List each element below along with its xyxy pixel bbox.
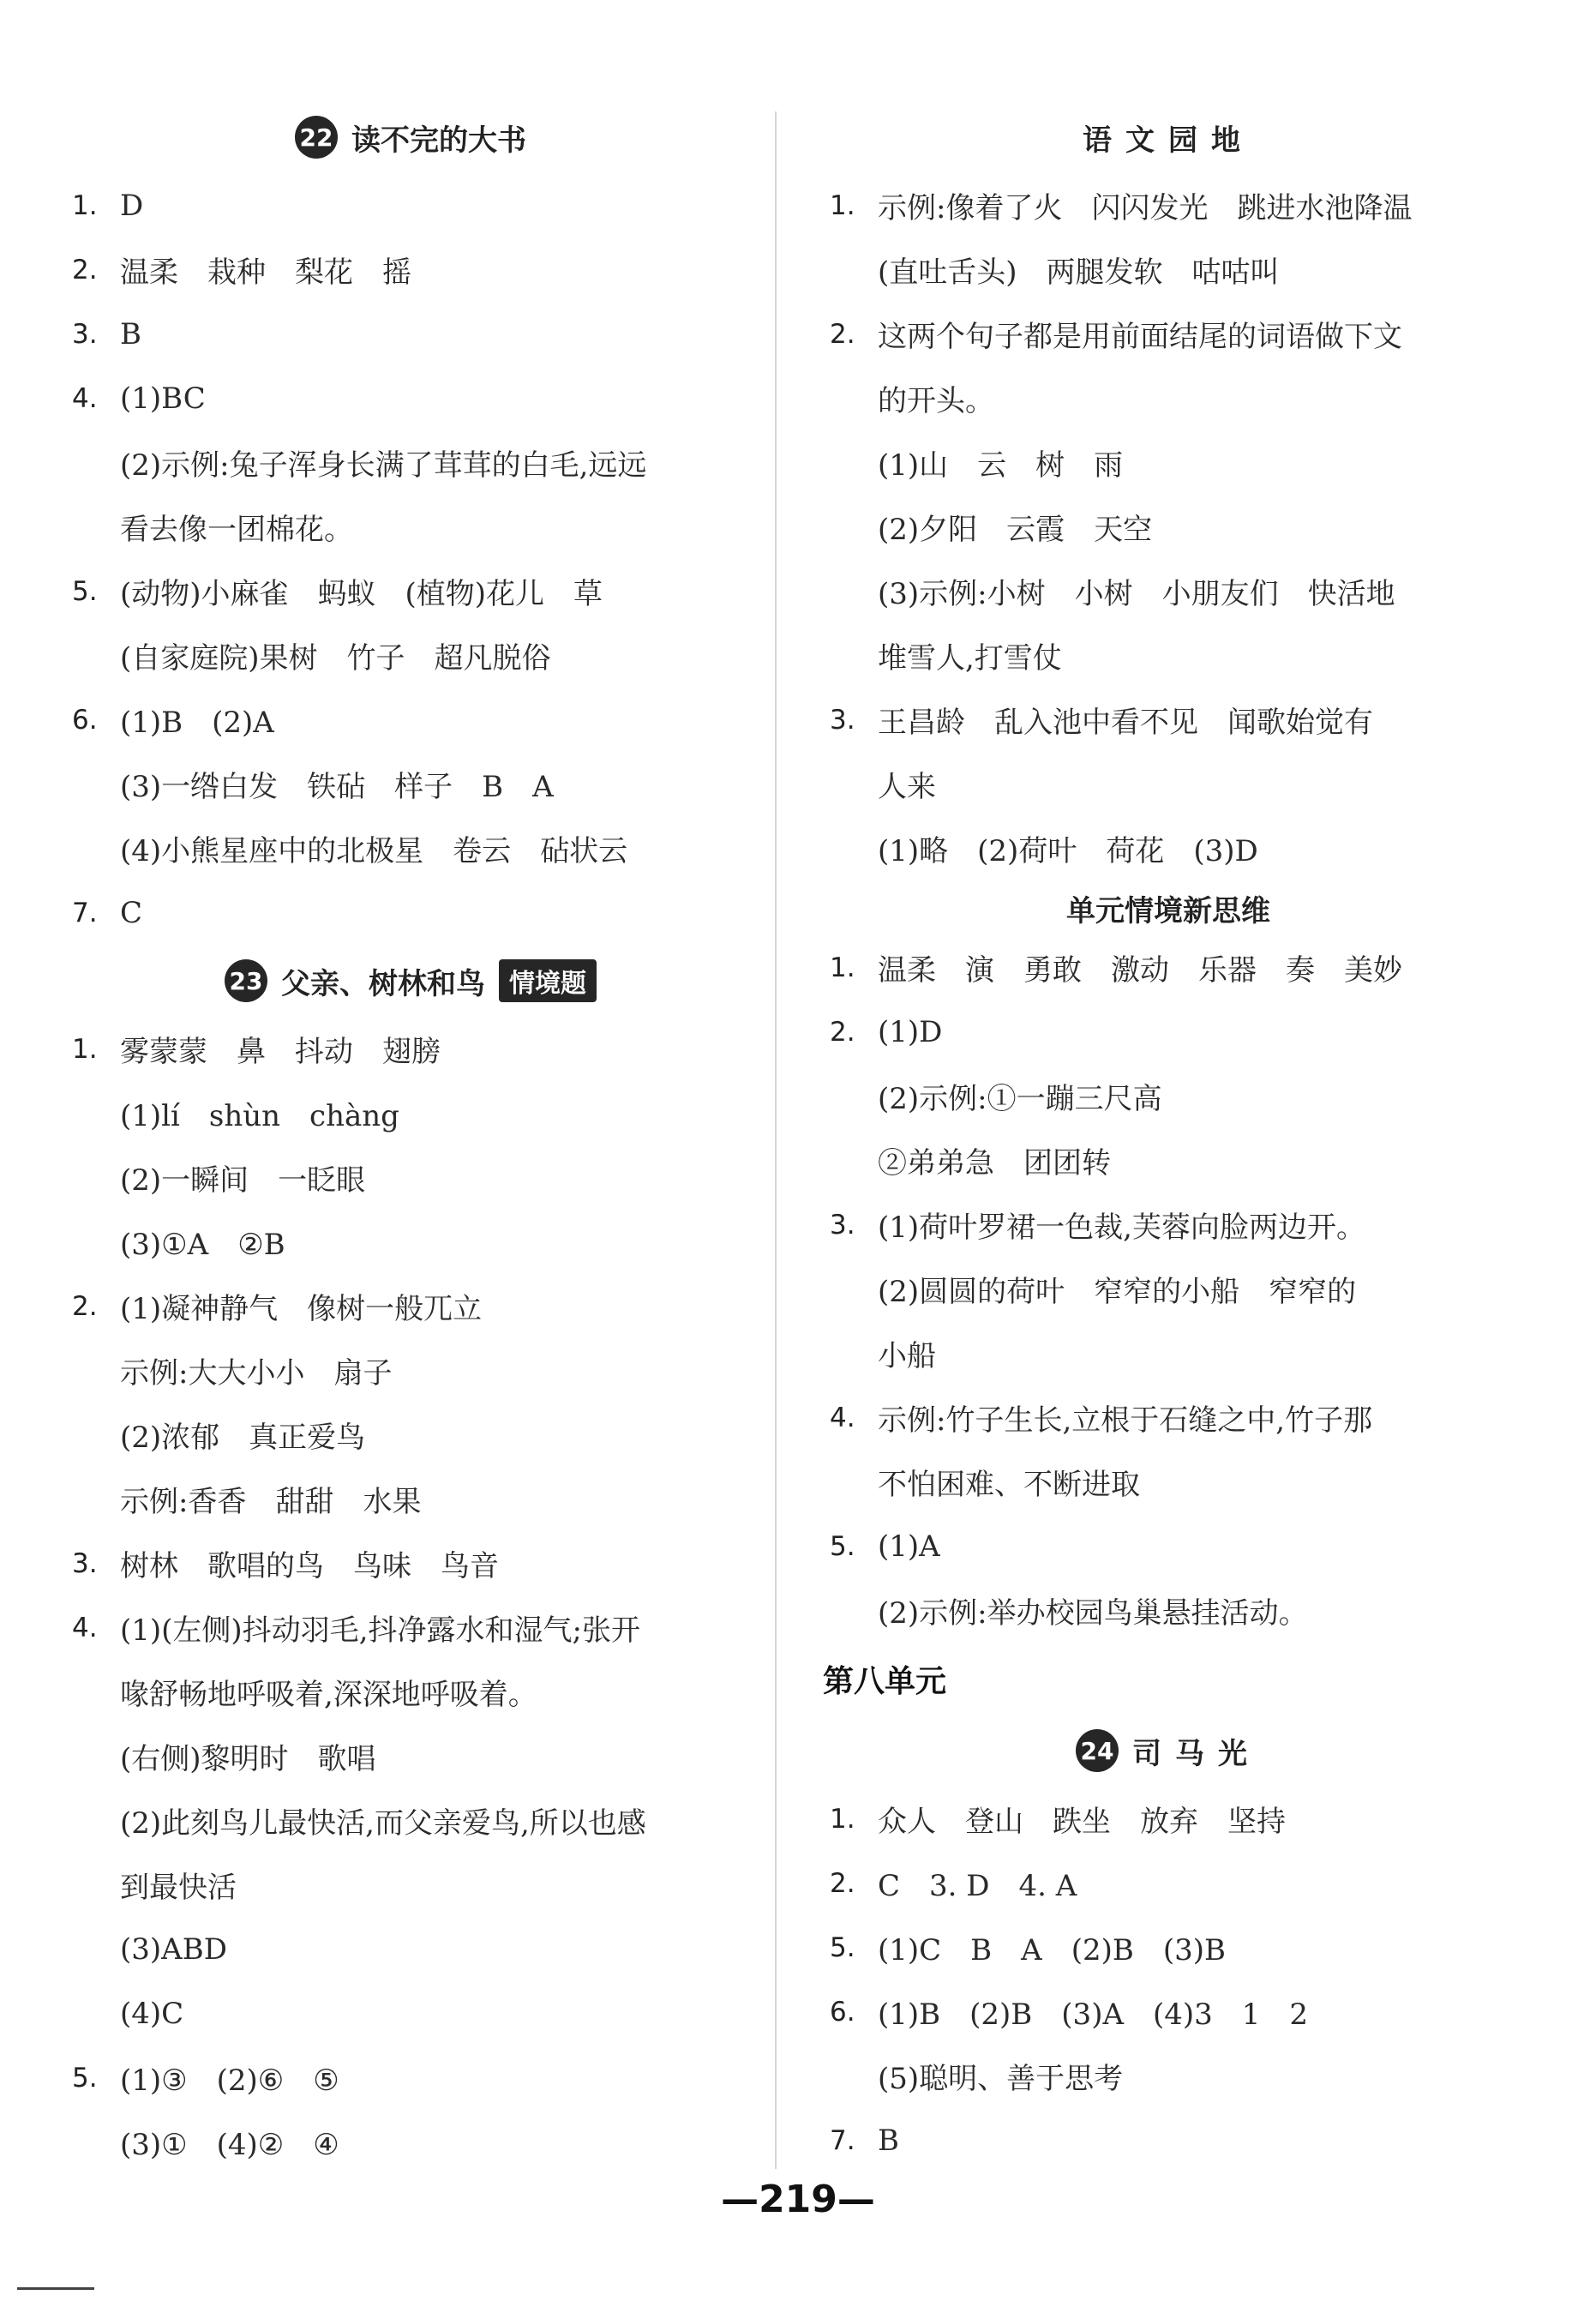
answer-line: 1. 众人 登山 跌坐 放弃 坚持 (830, 1803, 1286, 1839)
answer-line: (4)C (120, 1996, 184, 2031)
answer-line: 看去像一团棉花。 (120, 513, 353, 547)
answer-line: 2. C 3. D 4. A (830, 1867, 1077, 1903)
answer-line: 1. 温柔 演 勇敢 激动 乐器 奏 美妙 (830, 952, 1402, 988)
lesson-title: 司马光 (1132, 1736, 1261, 1771)
lesson-24-answers (830, 1787, 1507, 2172)
answer-line: 3. B (72, 316, 141, 351)
answer-line: 堆雪人,打雪仗 (878, 641, 1062, 676)
answer-line: 1. 雾蒙蒙 鼻 抖动 翅膀 (72, 1033, 441, 1069)
lesson-22-heading (72, 101, 749, 173)
answer-line: 示例:香香 甜甜 水果 (120, 1485, 422, 1519)
answer-line: (2)圆圆的荷叶 窄窄的小船 窄窄的 (878, 1275, 1357, 1309)
unit-eight-title: 第八单元 (823, 1663, 947, 1699)
answer-line: (2)示例:举办校园鸟巢悬挂活动。 (878, 1596, 1308, 1631)
answer-line: (2)夕阳 云霞 天空 (878, 513, 1153, 547)
answer-line: (1)山 云 树 雨 (878, 448, 1124, 483)
answer-line: 5. (1)③ (2)⑥ ⑤ (72, 2062, 339, 2098)
answer-line: (2)浓郁 真正爱鸟 (120, 1421, 366, 1455)
answer-line: (3)一绺白发 铁砧 样子 B A (120, 770, 554, 804)
section-title: 语文园地 (1083, 123, 1254, 158)
lesson-23-heading (72, 945, 749, 1017)
answer-line: 的开头。 (878, 384, 994, 418)
right-column (823, 101, 1507, 2172)
lesson-number-badge: 24 (1076, 1729, 1119, 1772)
page-number: —219— (721, 2178, 875, 2221)
unit-situation-heading (830, 880, 1507, 935)
answer-line: 7. C (72, 895, 143, 930)
answer-line: 小船 (878, 1339, 936, 1373)
answer-line: 5. (动物)小麻雀 蚂蚁 (植物)花儿 草 (72, 575, 603, 611)
answer-line: 不怕困难、不断进取 (878, 1468, 1140, 1502)
answer-line: 2. (1)D (830, 1014, 943, 1049)
answer-line: (2)示例:①一蹦三尺高 (878, 1082, 1162, 1116)
answer-line: 5. (1)A (830, 1529, 940, 1564)
answer-line: 6. (1)B (2)B (3)A (4)3 1 2 (830, 1996, 1309, 2032)
answer-line: 人来 (878, 770, 936, 804)
answer-line: 2. 这两个句子都是用前面结尾的词语做下文 (830, 318, 1402, 354)
answer-line: 2. 温柔 栽种 梨花 摇 (72, 254, 411, 290)
answer-line: 1. 示例:像着了火 闪闪发光 跳进水池降温 (830, 189, 1413, 225)
left-column (72, 101, 749, 2174)
answer-line: (2)一瞬间 一眨眼 (120, 1163, 366, 1198)
answer-line: 4. (1)BC (72, 381, 206, 416)
lesson-24-heading (830, 1715, 1507, 1787)
lesson-23-answers (72, 1017, 749, 2174)
answer-line: 喙舒畅地呼吸着,深深地呼吸着。 (120, 1678, 537, 1712)
answer-line: (3)ABD (120, 1932, 227, 1967)
lesson-title: 读不完的大书 (351, 123, 526, 158)
answer-line: 示例:大大小小 扇子 (120, 1356, 393, 1391)
answer-line: (1)略 (2)荷叶 荷花 (3)D (878, 834, 1258, 868)
answer-line: 2. (1)凝神静气 像树一般兀立 (72, 1290, 483, 1326)
situation-question-tag: 情境题 (499, 959, 597, 1002)
answer-line: 6. (1)B (2)A (72, 704, 274, 740)
answer-line: 4. 示例:竹子生长,立根于石缝之中,竹子那 (830, 1402, 1373, 1438)
lesson-22-answers (72, 173, 749, 945)
answer-line: ②弟弟急 团团转 (878, 1146, 1111, 1181)
answer-line: 4. (1)(左侧)抖动羽毛,抖净露水和湿气;张开 (72, 1612, 640, 1648)
answer-line: (3)①A ②B (120, 1228, 285, 1262)
answer-line: 3. 王昌龄 乱入池中看不见 闻歌始觉有 (830, 704, 1373, 740)
column-divider (775, 111, 777, 2169)
unit-situation-answers (830, 935, 1507, 1643)
answer-line: (4)小熊星座中的北极星 卷云 砧状云 (120, 834, 628, 868)
answer-line: 1. D (72, 188, 144, 223)
chinese-garden-answers (830, 173, 1507, 880)
answer-line: 3. (1)荷叶罗裙一色裁,芙蓉向脸两边开。 (830, 1209, 1365, 1245)
answer-line: (1)lí shùn chàng (120, 1099, 399, 1133)
answer-line: (2)此刻鸟儿最快活,而父亲爱鸟,所以也感 (120, 1806, 646, 1841)
answer-line: 7. B (830, 2123, 899, 2158)
corner-mark (17, 2287, 94, 2290)
answer-line: 到最快活 (120, 1871, 237, 1905)
answer-line: (2)示例:兔子浑身长满了茸茸的白毛,远远 (120, 448, 647, 483)
answer-line: (3)① (4)② ④ (120, 2128, 339, 2162)
answer-line: (5)聪明、善于思考 (878, 2062, 1124, 2096)
answer-line: 3. 树林 歌唱的鸟 鸟味 鸟音 (72, 1547, 499, 1583)
answer-line: (直吐舌头) 两腿发软 咕咕叫 (878, 255, 1280, 290)
answer-line: (3)示例:小树 小树 小朋友们 快活地 (878, 577, 1395, 611)
lesson-title: 父亲、树林和鸟 (281, 966, 485, 1001)
chinese-garden-heading (830, 101, 1507, 173)
answer-line: (右侧)黎明时 歌唱 (120, 1742, 376, 1776)
answer-line: 5. (1)C B A (2)B (3)B (830, 1932, 1227, 1968)
answer-line: (自家庭院)果树 竹子 超凡脱俗 (120, 641, 551, 676)
lesson-number-badge: 22 (295, 116, 338, 159)
lesson-number-badge: 23 (225, 959, 267, 1002)
section-title: 单元情境新思维 (1066, 893, 1270, 928)
